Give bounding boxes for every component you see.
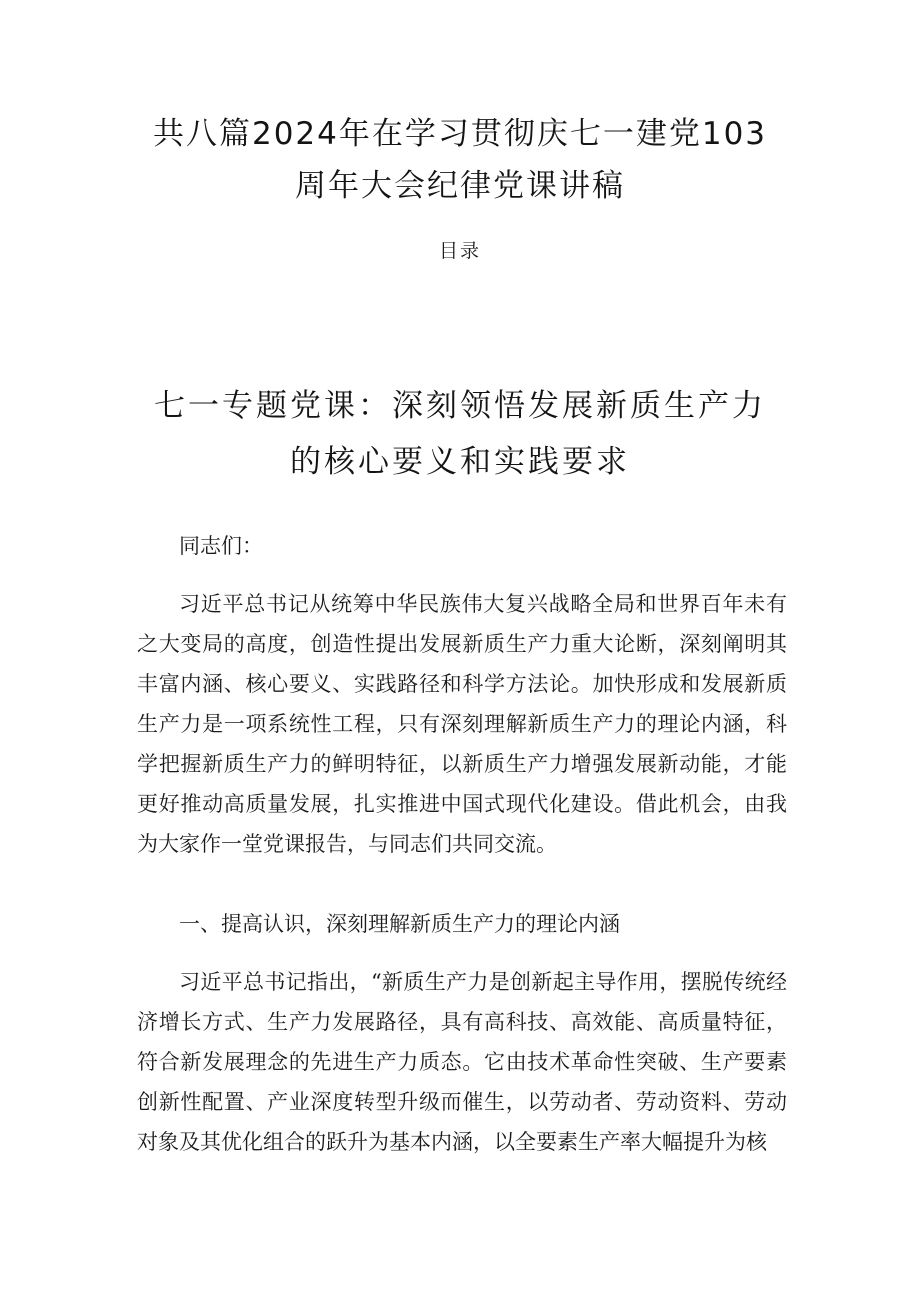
document-title-line-1: 共八篇2024年在学习贯彻庆七一建党103 [152, 116, 768, 152]
section-heading-1: 一、提高认识，深刻理解新质生产力的理论内涵 [179, 912, 620, 936]
document-title [100, 108, 820, 212]
body-paragraph-1: 习近平总书记从统筹中华民族伟大复兴战略全局和世界百年未有之大变局的高度，创造性提出发展新质生产力重大论断，深刻阐明其丰富内涵、核心要义、实践路径和科学方法论。加快形成和发展新质生产力是一项系统性工程，只有深刻理解新质生产力的理论内涵，科学把握新质生产力的鲜明特征，以新质生产力增强发展新动能，才能更好推动高质量发展，扎实推进中国式现代化建设。借此机会，由我为大家作一堂党课报告，与同志们共同交流。 [137, 592, 787, 856]
section-title-line-2: 的核心要义和实践要求 [290, 444, 630, 480]
greeting: 同志们： [179, 534, 263, 558]
section-title-line-1: 七一专题党课：深刻领悟发展新质生产力 [154, 388, 766, 424]
table-of-contents-label: 目录 [438, 240, 481, 262]
section-title [110, 378, 810, 490]
body-paragraph-2: 习近平总书记指出，“新质生产力是创新起主导作用，摆脱传统经济增长方式、生产力发展路径，具有高科技、高效能、高质量特征，符合新发展理念的先进生产力质态。它由技术革命性突破、生产要素创新性配置、产业深度转型升级而催生，以劳动者、劳动资料、劳动对象及其优化组合的跃升为基本内涵，以全要素生产率大幅提升为核 [137, 970, 787, 1154]
document-title-line-2: 周年大会纪律党课讲稿 [295, 168, 625, 204]
